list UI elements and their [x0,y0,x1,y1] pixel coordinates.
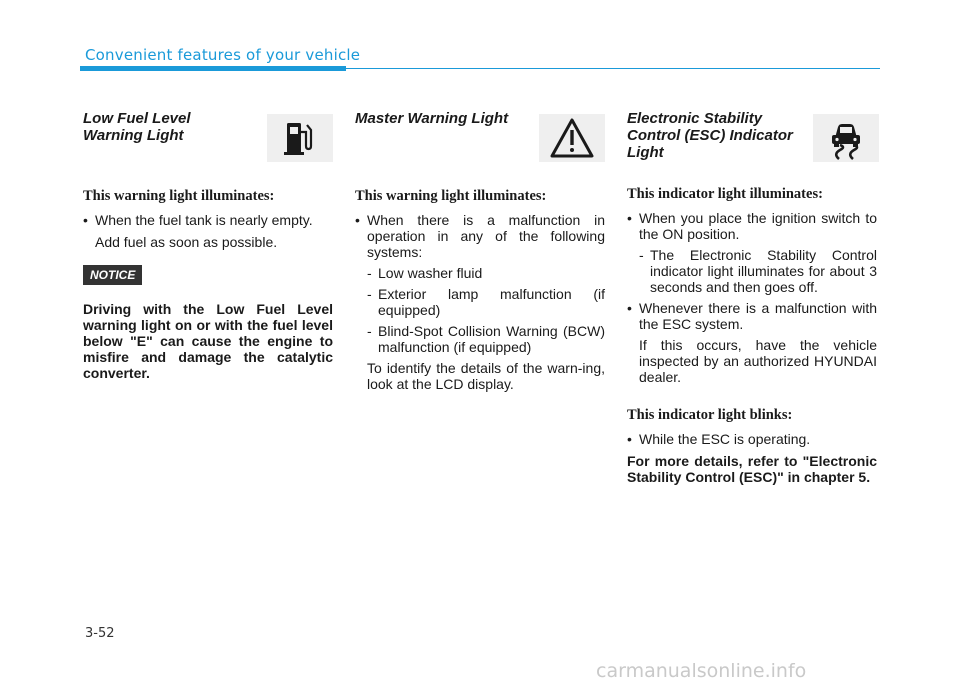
section-body [83,188,333,386]
illuminates-heading: This indicator light illuminates: [627,186,823,202]
section-body [627,186,877,490]
list-item-continuation: Add fuel as soon as possible. [95,234,278,250]
notice-text: Driving with the Low Fuel Level warning light on or with the fuel level below "E" can cause the engine to misfire and damage the catalytic converter. [83,301,333,381]
esc-skid-car-icon [813,114,879,162]
list-item: • Whenever there is a malfunction with the ESC system. [627,300,877,332]
list-item: • While the ESC is operating. [627,431,877,447]
refer-text: For more details, refer to "Electronic Stability Control (ESC)" in chapter 5. [627,453,877,485]
list-item-continuation: If this occurs, have the vehicle inspected by an authorized HYUNDAI dealer. [639,337,877,385]
section-title: Low Fuel Level Warning Light [83,110,191,144]
illuminates-heading: This warning light illuminates: [355,188,547,204]
section-title: Master Warning Light [355,110,509,127]
header-rule [346,68,880,69]
sub-list-item: - Exterior lamp malfunction (if equipped) [367,286,605,318]
blinks-heading: This indicator light blinks: [627,407,793,423]
warning-triangle-icon [539,114,605,162]
paragraph: To identify the details of the warn-ing, look at the LCD display. [367,360,605,392]
section-title: Electronic Stability Control (ESC) Indicator Light [627,110,793,161]
list-item: • When the fuel tank is nearly empty. [83,212,333,228]
section-body [355,188,605,397]
sub-list-item: - The Electronic Stability Control indicator light illuminates for about 3 seconds and then goes off. [639,247,877,295]
header-accent-bar [80,66,346,71]
page-number: 3-52 [85,626,115,641]
list-item: • When you place the ignition switch to the ON position. [627,210,877,242]
notice-badge: NOTICE [83,265,142,285]
watermark: carmanualsonline.info [596,660,807,682]
fuel-pump-icon [267,114,333,162]
illuminates-heading: This warning light illuminates: [83,188,275,204]
header-title: Convenient features of your vehicle [85,46,361,64]
sub-list-item: - Low washer fluid [367,265,483,281]
list-item: • When there is a malfunction in operation in any of the following systems: [355,212,605,260]
sub-list-item: - Blind-Spot Collision Warning (BCW) malfunction (if equipped) [367,323,605,355]
